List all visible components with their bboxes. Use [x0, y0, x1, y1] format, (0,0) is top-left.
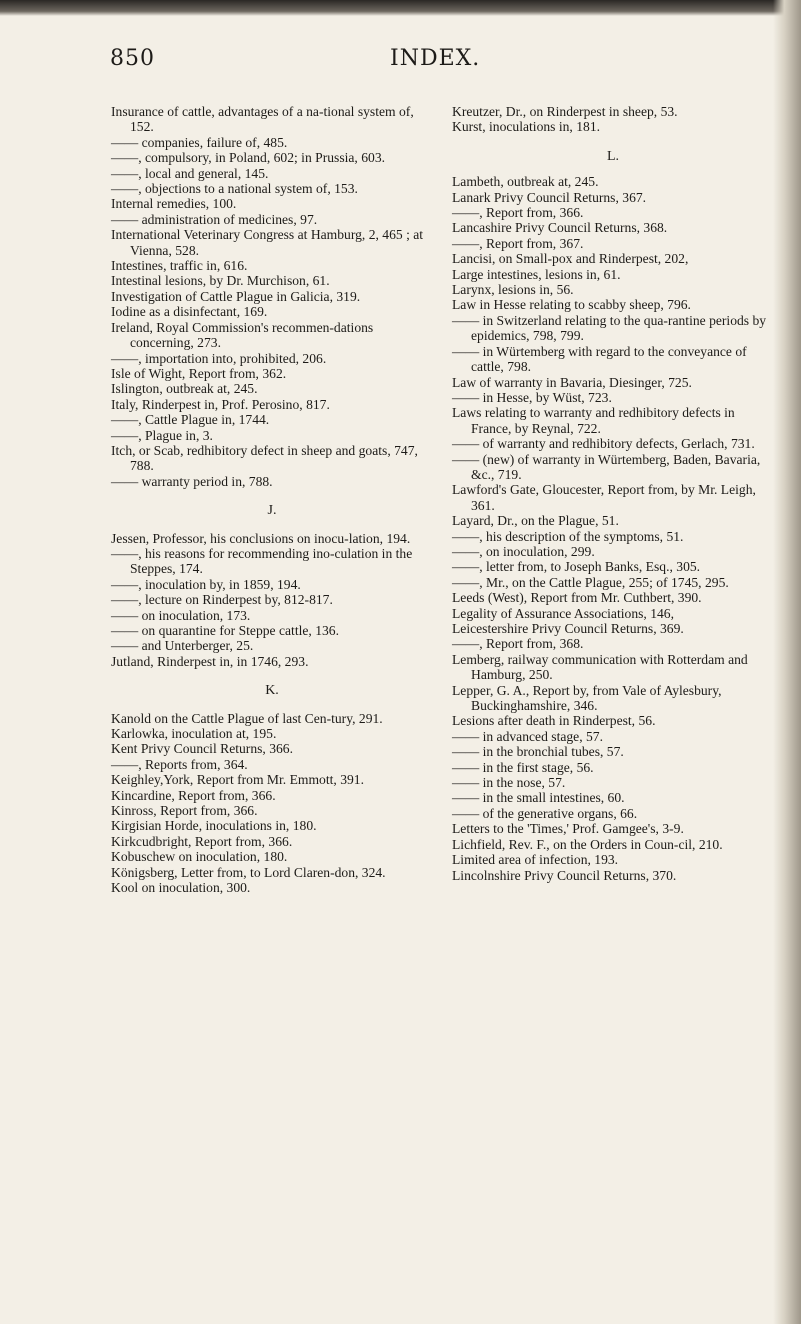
index-entry: ——, Mr., on the Cattle Plague, 255; of 1745, 295.: [452, 574, 729, 590]
index-entry: —— of the generative organs, 66.: [452, 805, 638, 821]
index-entry: Itch, or Scab, redhibitory defect in sheep and goats, 747, 788.: [111, 442, 418, 474]
index-entry: Leicestershire Privy Council Returns, 369.: [452, 621, 684, 636]
index-entry: —— in the first stage, 56.: [452, 759, 594, 775]
page-header: [0, 46, 801, 76]
page-edge-shadow: [773, 0, 801, 1324]
index-entry: Kreutzer, Dr., on Rinderpest in sheep, 53.: [452, 104, 678, 119]
index-entry: Lepper, G. A., Report by, from Vale of Aylesbury, Buckinghamshire, 346.: [452, 682, 722, 714]
index-entry: ——, on inoculation, 299.: [452, 543, 595, 559]
index-entry: —— in Hesse, by Wüst, 723.: [452, 389, 612, 405]
index-entry: Kurst, inoculations in, 181.: [452, 119, 601, 135]
index-entry: ——, importation into, prohibited, 206.: [111, 350, 327, 366]
index-entry: —— of warranty and redhibitory defects, Gerlach, 731.: [452, 436, 755, 452]
index-entry: Königsberg, Letter from, to Lord Claren-don, 324.: [111, 864, 386, 880]
section-letter: L.: [606, 148, 620, 164]
page-number: 850: [110, 46, 155, 71]
index-entry: Larynx, lesions in, 56.: [452, 282, 574, 298]
index-entry: Investigation of Cattle Plague in Galicia, 319.: [111, 288, 361, 304]
index-entry: —— in the nose, 57.: [452, 775, 566, 791]
index-entry: Lemberg, railway communication with Rotterdam and Hamburg, 250.: [452, 651, 748, 683]
page-title: INDEX.: [390, 46, 481, 71]
index-entry: ——, his reasons for recommending ino-culation in the Steppes, 174.: [111, 545, 413, 577]
index-entry: Kool on inoculation, 300.: [111, 880, 251, 896]
index-entry: Kent Privy Council Returns, 366.: [111, 741, 293, 757]
index-entry: ——, compulsory, in Poland, 602; in Prussia, 603.: [111, 150, 386, 166]
index-entry: —— warranty period in, 788.: [111, 473, 273, 489]
index-entry: ——, Reports from, 364.: [111, 756, 248, 772]
index-column-right: [452, 104, 774, 883]
index-entry: Limited area of infection, 193.: [452, 852, 619, 868]
index-entry: Lancisi, on Small-pox and Rinderpest, 202,: [452, 251, 689, 267]
index-entry: Lichfield, Rev. F., on the Orders in Coun-cil, 210.: [452, 836, 723, 852]
index-entry: Intestines, traffic in, 616.: [111, 258, 248, 274]
index-entry: Letters to the 'Times,' Prof. Gamgee's, 3-9.: [452, 821, 684, 837]
index-entry: ——, inoculation by, in 1859, 194.: [111, 576, 301, 592]
index-entry: Leeds (West), Report from Mr. Cuthbert, 390.: [452, 590, 702, 606]
index-entry: —— companies, failure of, 485.: [111, 134, 288, 150]
section-letter: J.: [267, 503, 277, 519]
index-entry: —— on inoculation, 173.: [111, 607, 251, 623]
index-entry: Kincardine, Report from, 366.: [111, 787, 276, 803]
index-entry: Kinross, Report from, 366.: [111, 803, 258, 819]
index-entry: Ireland, Royal Commission's recommen-dations concerning, 273.: [111, 319, 374, 351]
index-entry: —— on quarantine for Steppe cattle, 136.: [111, 623, 340, 638]
index-entry: Iodine as a disinfectant, 169.: [111, 304, 268, 320]
index-entry: Lawford's Gate, Gloucester, Report from, by Mr. Leigh, 361.: [452, 482, 756, 513]
index-column-left: [111, 104, 433, 896]
index-entry: Kirgisian Horde, inoculations in, 180.: [111, 818, 317, 834]
index-entry: Layard, Dr., on the Plague, 51.: [452, 513, 619, 529]
index-entry: Lesions after death in Rinderpest, 56.: [452, 713, 656, 729]
index-entry: —— (new) of warranty in Würtemberg, Baden, Bavaria, &c., 719.: [452, 451, 761, 482]
index-entry: —— in advanced stage, 57.: [452, 728, 603, 744]
index-entry: Karlowka, inoculation at, 195.: [111, 726, 277, 742]
index-entry: Legality of Assurance Associations, 146,: [452, 605, 674, 621]
index-entry: Kanold on the Cattle Plague of last Cen-tury, 291.: [111, 710, 383, 726]
index-entry: Kobuschew on inoculation, 180.: [111, 849, 288, 865]
index-entry: Insurance of cattle, advantages of a na-tional system of, 152.: [111, 104, 414, 135]
index-entry: —— in Switzerland relating to the qua-rantine periods by epidemics, 798, 799.: [452, 312, 767, 344]
index-entry: Kirkcudbright, Report from, 366.: [111, 833, 293, 849]
index-entry: ——, Cattle Plague in, 1744.: [111, 412, 270, 428]
index-entry: International Veterinary Congress at Hamburg, 2, 465 ; at Vienna, 528.: [111, 227, 424, 258]
index-entry: ——, local and general, 145.: [111, 165, 269, 181]
index-entry: Internal remedies, 100.: [111, 196, 237, 212]
index-entry: ——, letter from, to Joseph Banks, Esq., 305.: [452, 559, 701, 575]
index-entry: —— in the small intestines, 60.: [452, 790, 625, 806]
index-entry: Lanark Privy Council Returns, 367.: [452, 189, 647, 205]
index-entry: ——, Report from, 366.: [452, 205, 584, 221]
index-entry: Lambeth, outbreak at, 245.: [452, 174, 599, 190]
index-entry: Islington, outbreak at, 245.: [111, 381, 258, 397]
index-entry: Keighley,York, Report from Mr. Emmott, 391.: [111, 772, 364, 788]
index-entry: Laws relating to warranty and redhibitory defects in France, by Reynal, 722.: [452, 405, 735, 436]
index-entry: ——, Report from, 367.: [452, 235, 584, 251]
index-entry: Italy, Rinderpest in, Prof. Perosino, 817.: [111, 396, 330, 412]
index-entry: ——, objections to a national system of, 153.: [111, 181, 358, 197]
section-letter: K.: [265, 683, 279, 699]
index-entry: Law in Hesse relating to scabby sheep, 796.: [452, 297, 691, 313]
index-entry: ——, Plague in, 3.: [111, 427, 213, 443]
index-entry: Large intestines, lesions in, 61.: [452, 266, 621, 282]
index-entry: Isle of Wight, Report from, 362.: [111, 365, 287, 381]
index-entry: Law of warranty in Bavaria, Diesinger, 725.: [452, 374, 692, 390]
index-entry: ——, lecture on Rinderpest by, 812-817.: [111, 592, 333, 608]
index-entry: Lancashire Privy Council Returns, 368.: [452, 220, 668, 236]
index-entry: Intestinal lesions, by Dr. Murchison, 61.: [111, 273, 330, 289]
index-entry: Jessen, Professor, his conclusions on inocu-lation, 194.: [111, 530, 411, 546]
index-entry: Jutland, Rinderpest in, in 1746, 293.: [111, 653, 309, 669]
index-entry: —— in Würtemberg with regard to the conveyance of cattle, 798.: [452, 343, 747, 375]
index-entry: —— and Unterberger, 25.: [111, 638, 254, 654]
index-entry: ——, Report from, 368.: [452, 636, 584, 652]
index-entry: —— in the bronchial tubes, 57.: [452, 744, 624, 760]
index-entry: Lincolnshire Privy Council Returns, 370.: [452, 867, 677, 883]
page-top-shadow: [0, 0, 801, 16]
index-entry: —— administration of medicines, 97.: [111, 211, 318, 227]
index-entry: ——, his description of the symptoms, 51.: [452, 528, 684, 544]
